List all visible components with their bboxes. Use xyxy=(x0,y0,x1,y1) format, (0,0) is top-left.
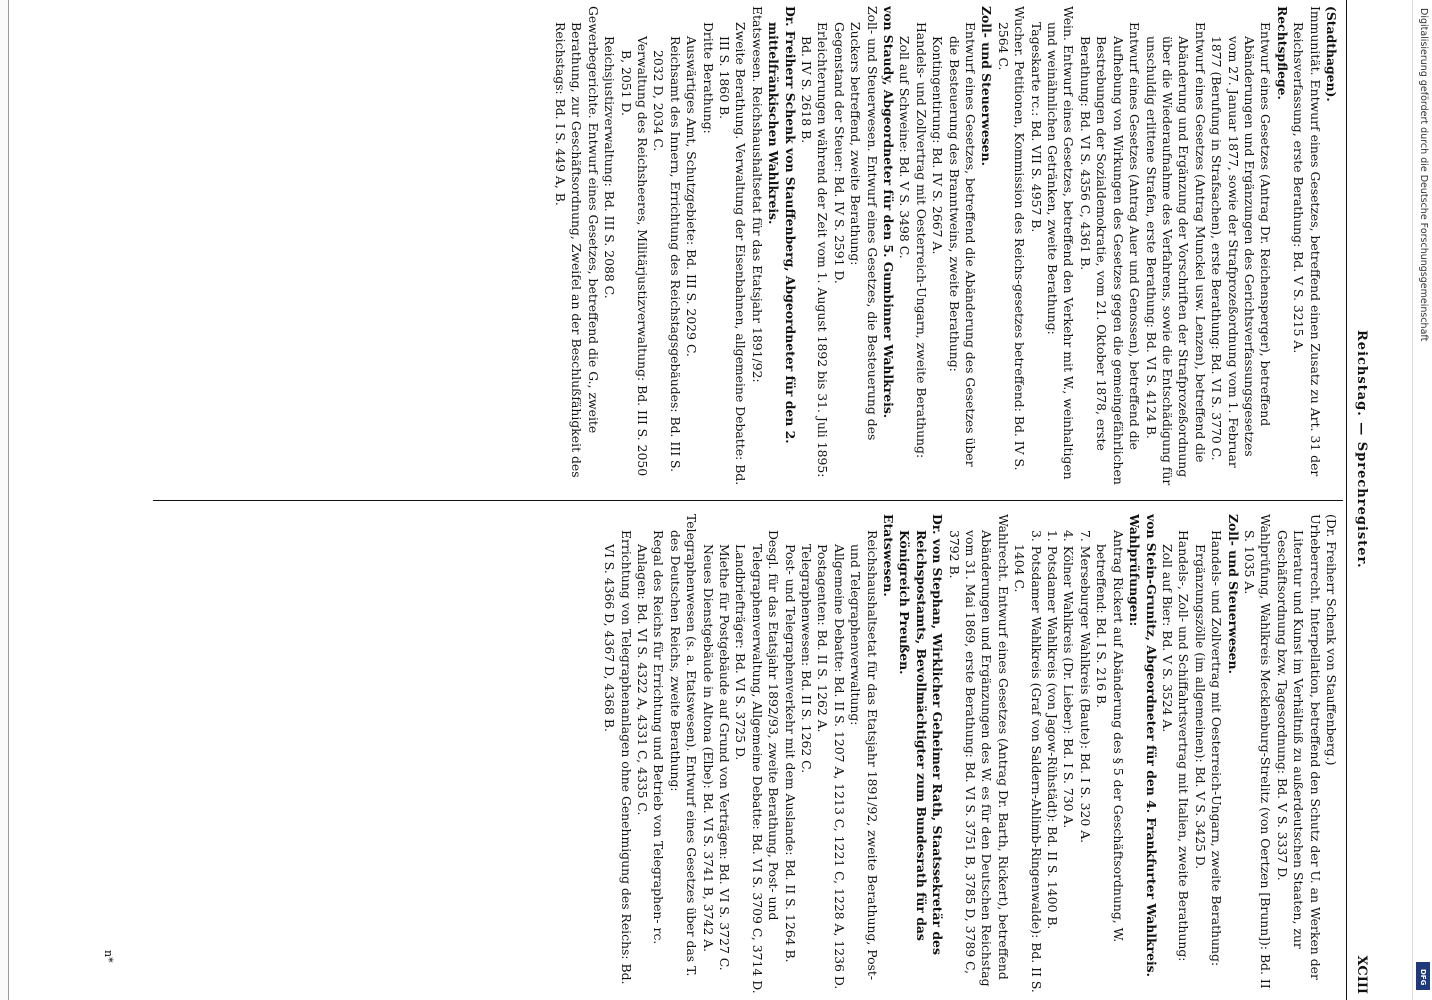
index-entry: Dr. Freiherr Schenk von Stauffenberg, Abgeordneter für den 2. mittelfränkischen Wahlkreis. xyxy=(766,6,798,444)
index-entry: Regal des Reichs für Errichtung und Betrieb von Telegraphen- rc. Anlagen: Bd. VI S. 4322 A, 4331 C, 4335 C. xyxy=(634,530,667,945)
signature-mark: n* xyxy=(102,950,115,963)
index-entry: Telegraphenwesen: Bd. II S. 1262 C. xyxy=(799,544,814,774)
index-entry: Dritte Berathung: xyxy=(700,22,716,134)
index-entry: Desgl. für das Etatsjahr 1892/93, zweite Berathung, Post- und Telegraphenverwaltung, Allgemeine Debatte: Bd. VI S. 3709 C, 3714 D. xyxy=(749,530,782,994)
index-entry: Zoll- und Steuerwesen. xyxy=(979,6,995,166)
index-entry: Miethe für Postgebäude auf Grund von Verträgen: Bd. VI S. 3727 C. xyxy=(716,544,732,971)
index-entry: (Dr. Freiherr Schenk von Stauffenberg.) xyxy=(1324,514,1339,766)
index-entry: Dr. von Stephan, Wirklicher Geheimer Rath, Staatssekretär des Reichspostamts, Bevollmächtigter zum Bundesrath für das Königreich Preußen. xyxy=(897,514,946,955)
index-entry: Immunität. Entwurf eines Gesetzes, betreffend einen Zusatz zu Art. 31 der Reichsverfassung, erste Berathung: Bd. V S. 3215 A. xyxy=(1291,6,1323,477)
index-entry: Verwaltung des Reichsheeres, Militärjustizverwaltung: Bd. III S. 2050 B, 2051 D. xyxy=(618,36,650,477)
index-entry: Handels- und Zollvertrag mit Oesterreich-Ungarn, zweite Berathung: xyxy=(913,22,929,459)
index-entry: Reichsjustizverwaltung: Bd. III S. 2088 C. xyxy=(602,36,618,299)
index-entry: Landbriefträger: Bd. VI S. 3725 D. xyxy=(733,544,749,761)
index-entry: 7. Merseburger Wahlkreis (Baute): Bd. I S. 320 A. xyxy=(1077,530,1093,844)
index-entry: Zweite Berathung. Verwaltung der Eisenbahnen, allgemeine Debatte: Bd. III S. 1860 B. xyxy=(716,22,749,486)
index-entry: Allgemeine Debatte: Bd. II S. 1207 A, 1213 C, 1221 C, 1228 A, 1236 D. xyxy=(831,544,847,990)
rotated-page-content xyxy=(82,0,1377,1000)
column-divider xyxy=(153,500,1343,501)
index-entry: Etatswesen. xyxy=(881,514,897,597)
index-entry: Auswärtiges Amt, Schutzgebiete: Bd. III S. 2029 C. xyxy=(684,36,700,357)
funding-notice: Digitalisierung gefördert durch die Deutsche Forschungsgemeinschaft xyxy=(1418,8,1429,342)
index-entry: Zoll auf Schweine: Bd. V S. 3498 C. xyxy=(897,36,913,259)
index-entry: Handels-, Zoll- und Schiffahrtsvertrag mit Italien, zweite Berathung: xyxy=(1176,530,1192,962)
index-entry: Telegraphenwesen (s. a. Etatswesen). Entwurf eines Gesetzes über das T. des Deutschen Reichs, zweite Berathung: xyxy=(667,514,700,977)
header-rule xyxy=(1346,0,1347,1000)
index-entry: Wahlprüfung, Wahlkreis Mecklenburg-Strelitz (von Oertzen [Brunn]): Bd. II S. 1035 A. xyxy=(1241,514,1274,989)
index-entry: Postagenten: Bd. II S. 1262 A. xyxy=(815,544,831,733)
roman-page-number: XCIII xyxy=(1354,955,1369,994)
right-column xyxy=(159,514,1339,994)
index-entry: Urheberrecht. Interpellation, betreffend den Schutz der U. an Werken der Literatur und Kunst im Verhältniß zu außerdeutschen Staaten, zur Geschäftsordnung bzw. Tagesordnung: Bd. V S. 3337 D. xyxy=(1274,514,1323,980)
running-header xyxy=(1347,0,1377,1000)
index-entry: Entwurf eines Gesetzes (Antrag Munckel usw. Lenzen), betreffend die Abänderung und Ergänzung der Vorschriften der Strafprozeßordnung über die Wiederaufnahme des Verfahrens, sowie die Entschädigung für unschuldig erlittene Strafen, erste Berathung: Bd. VI S. 4124 B. xyxy=(1143,22,1208,486)
index-entry: von Staudy, Abgeordneter für den 5. Gumbinner Wahlkreis. xyxy=(881,6,897,419)
index-entry: Antrag Rickert auf Abänderung des § 5 der Geschäftsordnung, W. betreffend: Bd. I S. 216 B. xyxy=(1094,530,1126,943)
index-entry: Entwurf eines Gesetzes (Antrag Auer und Genossen), betreffend die Aufhebung von Wirkungen des Gesetzes gegen die gemeingefährlichen Bestrebungen der Sozialdemokratie, vom 21. Oktober 1878, erste Berathung: Bd. VI S. 4356 C, 4361 B. xyxy=(1077,22,1143,485)
dfg-logo-text: DFG xyxy=(1419,969,1427,986)
index-entry: Reichshaushaltsetat für das Etatsjahr 1891/92, zweite Berathung, Post- und Telegraphenverwaltung: xyxy=(848,530,880,981)
index-entry: Errichtung von Telegraphenanlagen ohne Genehmigung des Reichs: Bd. VI S. 4366 D, 4367 D, 4368 B. xyxy=(602,530,634,985)
index-entry: Zoll auf Bier: Bd. V S. 3524 A. xyxy=(1159,544,1175,733)
index-entry: Rechtspflege. xyxy=(1274,6,1290,100)
index-entry: 4. Kölner Wahlkreis (Dr. Lieber): Bd. I S. 730 A. xyxy=(1061,530,1077,829)
digitization-sidebar xyxy=(1412,0,1432,1000)
index-entry: Wein. Entwurf eines Gesetzes, betreffend den Verkehr mit W., weinhaltigen und weinähnlichen Getränken, zweite Berathung: xyxy=(1045,6,1077,480)
index-entry: Entwurf eines Gesetzes, betreffend die Abänderung des Gesetzes über die Besteuerung des Branntweins, zweite Berathung: xyxy=(946,22,979,467)
index-entry: Neues Dienstgebäude in Altona (Elbe): Bd. VI S. 3741 B, 3742 A. xyxy=(700,544,716,953)
index-entry: Wucher. Petitionen, Kommission des Reichs-gesetzes betreffend: Bd. IV S. 2564 C. xyxy=(995,6,1028,471)
index-entry: Gewerbegerichte. Entwurf eines Gesetzes, betreffend die G., zweite Berathung, zur Geschäftsordnung, Zweifel an der Beschlußfähigkeit des Reichstags: Bd. I S. 449 A, B. xyxy=(552,6,601,478)
index-entry: Reichsamt des Innern, Errichtung des Reichstagsgebäudes: Bd. III S. 2032 D, 2034 C. xyxy=(651,36,683,473)
index-entry: Post- und Telegraphenverkehr mit dem Auslande: Bd. II S. 1264 B. xyxy=(782,544,798,963)
index-entry: Zoll- und Steuerwesen. xyxy=(1225,514,1241,674)
dfg-logo xyxy=(1416,962,1430,990)
index-entry: Handels- und Zollvertrag mit Oesterreich-Ungarn, zweite Berathung: xyxy=(1209,530,1225,967)
index-entry: Gegenstand der Steuer: Bd. IV S. 2591 D. xyxy=(831,22,847,284)
index-entry: von Stein-Grunitz, Abgeordneter für den 4. Frankfurter Wahlkreis. xyxy=(1143,514,1159,977)
index-entry: Wahlrecht. Entwurf eines Gesetzes (Antrag Dr. Barth, Rickert), betreffend Abänderungen und Ergänzungen des W. es für den Deutschen Reichstag vom 31. Mai 1869, erste Berathung: Bd. VI S. 3751 B, 3785 D, 3789 C, 3792 B. xyxy=(946,514,1011,987)
index-entry: 1. Potsdamer Wahlkreis (von Jagow-Rühstädt): Bd. II S. 1400 B. xyxy=(1045,530,1061,930)
index-entry: Ergänzungszölle (im allgemeinen): Bd. V S. 3425 D. xyxy=(1192,544,1208,870)
scan-edge xyxy=(0,0,9,1000)
index-entry: Wahlprüfungen: xyxy=(1127,514,1143,627)
index-entry: (Stadthagen). xyxy=(1324,6,1339,102)
index-entry: 3. Potsdamer Wahlkreis (Graf von Saldern-Ahlimb-Ringenwalde): Bd. II S. 1404 C. xyxy=(1012,530,1044,993)
index-entry: Tageskarte rc.: Bd. VII S. 4957 B. xyxy=(1028,22,1044,233)
index-entry: Erleichterungen während der Zeit vom 1. August 1892 bis 31. Juli 1895: Bd. IV S. 2618 B. xyxy=(799,22,831,478)
running-title: Reichstag. — Sprechregister. xyxy=(1354,330,1369,569)
index-entry: Kontingentirung: Bd. IV S. 2667 A. xyxy=(930,36,946,255)
index-entry: Entwurf eines Gesetzes (Antrag Dr. Reichensperger), betreffend Abänderungen und Ergänzungen des Gerichtsverfassungsgesetzes vom 27. Januar 1877, sowie der Strafprozeßordnung vom 1. Februar 1877 (Berufung in Strafsachen), erste Berathung: Bd. VI S. 3770 C. xyxy=(1209,22,1274,468)
index-entry: Zoll- und Steuerwesen. Entwurf eines Gesetzes, die Besteuerung des Zuckers betreffend, zweite Berathung: xyxy=(848,6,880,441)
index-entry: Etatswesen. Reichshaushaltsetat für das Etatsjahr 1891/92: xyxy=(749,6,765,383)
left-column xyxy=(159,6,1339,486)
